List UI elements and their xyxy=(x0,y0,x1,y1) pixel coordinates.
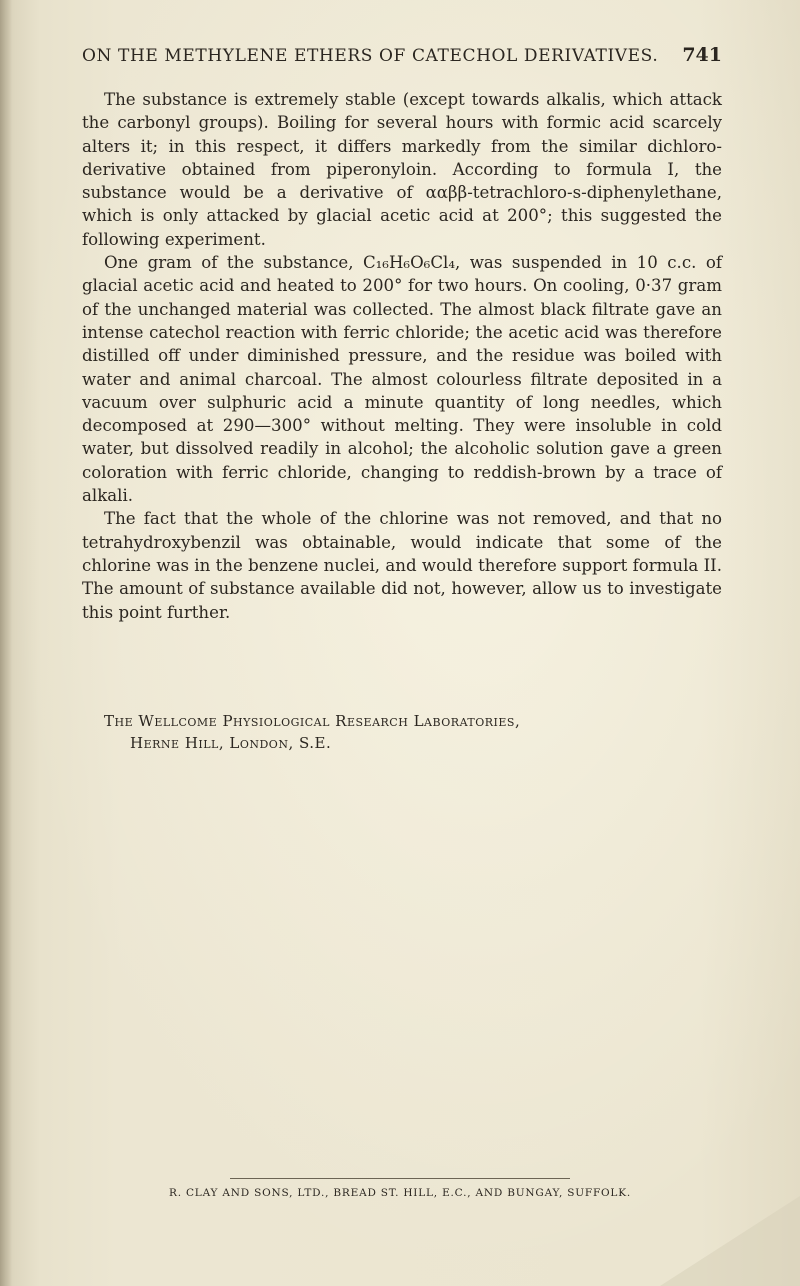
page-number: 741 xyxy=(682,44,722,66)
paragraph-2: One gram of the substance, C₁₆H₆O₆Cl₄, was suspended in 10 c.c. of glacial acetic acid and heated to 200° for two hours. On cooling, 0·37 gram of the unchanged material was collected. The almost black filtrate gave an intense catechol reaction with ferric chloride; the acetic acid was therefore distilled off under diminished pressure, and the residue was boiled with water and animal charcoal. The almost colourless filtrate deposited in a vacuum over sulphuric acid a minute quantity of long needles, which decomposed at 290—300° without melting. They were insoluble in cold water, but dissolved readily in alcohol; the alcoholic solution gave a green coloration with ferric chloride, changing to reddish-brown by a trace of alkali. xyxy=(82,253,722,506)
affiliation xyxy=(82,710,722,754)
footer-rule xyxy=(230,1178,570,1179)
affiliation-institution: The Wellcome Physiological Research Laboratories, xyxy=(104,712,521,730)
paragraph-1: The substance is extremely stable (except towards alkalis, which attack the carbonyl groups). Boiling for several hours with formic acid scarcely alters it; in this respect, it differs markedly from the similar dichloro-derivative obtained from piperonyloin. According to formula I, the substance would be a derivative of ααββ-tetrachloro-s-diphenylethane, which is only attacked by glacial acetic acid at 200°; this suggested the following experiment. xyxy=(82,90,722,249)
page-corner-shading xyxy=(660,1196,800,1286)
affiliation-address: Herne Hill, London, S.E. xyxy=(130,734,332,752)
printer-imprint: R. CLAY AND SONS, LTD., BREAD ST. HILL, E.C., AND BUNGAY, SUFFOLK. xyxy=(168,1187,631,1199)
body-text xyxy=(82,88,722,624)
running-head xyxy=(82,46,722,70)
running-title: ON THE METHYLENE ETHERS OF CATECHOL DERIVATIVES. xyxy=(82,46,659,66)
paragraph-3: The fact that the whole of the chlorine was not removed, and that no tetrahydroxybenzil was obtainable, would indicate that some of the chlorine was in the benzene nuclei, and would therefore support formula II. The amount of substance available did not, however, allow us to investigate this point further. xyxy=(82,509,722,622)
binding-edge-shadow xyxy=(0,0,12,1286)
